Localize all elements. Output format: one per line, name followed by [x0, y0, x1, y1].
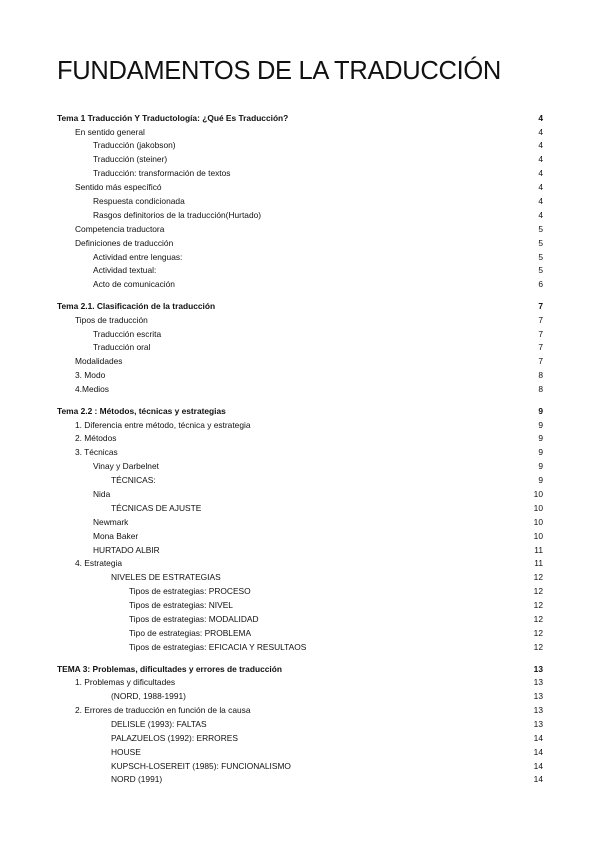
- toc-entry-label: Tipo de estrategias: PROBLEMA: [129, 627, 252, 638]
- toc-entry[interactable]: [57, 516, 543, 530]
- toc-entry-label: En sentido general: [75, 126, 145, 137]
- toc-entry-page-number: 9: [538, 433, 543, 444]
- toc-entry[interactable]: [57, 460, 543, 474]
- toc-entry[interactable]: [57, 126, 543, 140]
- toc-entry-label: KUPSCH-LOSEREIT (1985): FUNCIONALISMO: [111, 760, 291, 771]
- toc-entry[interactable]: [57, 139, 543, 153]
- toc-entry-page-number: 5: [538, 237, 543, 248]
- toc-entry-page-number: 14: [533, 760, 543, 771]
- toc-entry[interactable]: [57, 153, 543, 167]
- toc-entry[interactable]: [57, 223, 543, 237]
- toc-entry-label: Mona Baker: [93, 530, 139, 541]
- toc-entry[interactable]: [57, 773, 543, 787]
- toc-entry-label: 2. Métodos: [75, 433, 117, 444]
- toc-entry-page-number: 13: [533, 704, 543, 715]
- toc-entry-label: Tipos de estrategias: NIVEL: [129, 600, 233, 611]
- toc-entry-label: (NORD, 1988-1991): [111, 691, 186, 702]
- toc-entry-label: NORD (1991): [111, 774, 163, 785]
- toc-entry-label: NIVELES DE ESTRATEGIAS: [111, 572, 221, 583]
- toc-entry[interactable]: [57, 627, 543, 641]
- toc-entry[interactable]: [57, 641, 543, 655]
- toc-entry-page-number: 4: [538, 182, 543, 193]
- toc-entry[interactable]: [57, 676, 543, 690]
- toc-entry[interactable]: [57, 369, 543, 383]
- toc-entry[interactable]: [57, 195, 543, 209]
- toc-entry-label: Tipos de estrategias: EFICACIA Y RESULTAOS: [129, 641, 307, 652]
- toc-entry-label: PALAZUELOS (1992): ERRORES: [111, 732, 238, 743]
- toc-entry-page-number: 12: [533, 600, 543, 611]
- toc-entry-page-number: 4: [538, 113, 543, 123]
- toc-entry[interactable]: [57, 557, 543, 571]
- toc-section: [57, 111, 543, 292]
- toc-entry-page-number: 9: [538, 475, 543, 486]
- toc-entry[interactable]: [57, 704, 543, 718]
- toc-entry[interactable]: [57, 341, 543, 355]
- toc-entry-page-number: 5: [538, 265, 543, 276]
- toc-entry-page-number: 7: [538, 314, 543, 325]
- toc-entry-page-number: 9: [538, 447, 543, 458]
- toc-entry-label: Traducción oral: [93, 342, 151, 353]
- toc-entry-page-number: 12: [533, 627, 543, 638]
- toc-entry-page-number: 5: [538, 223, 543, 234]
- toc-entry-label: TÉCNICAS DE AJUSTE: [111, 502, 202, 513]
- toc-chapter-entry[interactable]: [57, 404, 543, 419]
- toc-entry-page-number: 4: [538, 209, 543, 220]
- toc-entry[interactable]: [57, 571, 543, 585]
- toc-entry-page-number: 10: [533, 516, 543, 527]
- toc-entry[interactable]: [57, 732, 543, 746]
- toc-entry[interactable]: [57, 328, 543, 342]
- toc-entry-label: Nida: [93, 488, 111, 499]
- toc-entry[interactable]: [57, 488, 543, 502]
- toc-entry-page-number: 12: [533, 586, 543, 597]
- toc-entry-label: Actividad entre lenguas:: [93, 251, 183, 262]
- toc-entry-page-number: 14: [533, 774, 543, 785]
- toc-entry[interactable]: [57, 718, 543, 732]
- toc-entry-label: 3. Técnicas: [75, 447, 118, 458]
- toc-entry-page-number: 12: [533, 572, 543, 583]
- toc-entry-page-number: 11: [534, 558, 543, 569]
- toc-chapter-entry[interactable]: [57, 111, 543, 126]
- toc-entry[interactable]: [57, 209, 543, 223]
- toc-entry-page-number: 4: [538, 140, 543, 151]
- toc-entry-page-number: 14: [533, 746, 543, 757]
- toc-entry-label: 3. Modo: [75, 370, 106, 381]
- toc-entry[interactable]: [57, 181, 543, 195]
- toc-entry-label: Tipos de estrategias: PROCESO: [129, 586, 251, 597]
- toc-entry-page-number: 4: [538, 126, 543, 137]
- toc-entry-label: Modalidades: [75, 356, 123, 367]
- toc-entry-page-number: 14: [533, 732, 543, 743]
- toc-entry[interactable]: [57, 419, 543, 433]
- toc-entry[interactable]: [57, 502, 543, 516]
- toc-entry-label: Tema 1 Traducción Y Traductología: ¿Qué Es Traducción?: [57, 113, 289, 123]
- toc-entry-label: Competencia traductora: [75, 223, 165, 234]
- toc-entry-page-number: 12: [533, 614, 543, 624]
- toc-entry-page-number: 10: [533, 488, 543, 499]
- toc-entry-page-number: 5: [538, 251, 543, 262]
- toc-entry-page-number: 9: [538, 406, 543, 417]
- toc-entry-label: Vinay y Darbelnet: [93, 461, 159, 472]
- toc-entry-label: HURTADO ALBIR: [93, 544, 160, 555]
- toc-entry-label: Respuesta condicionada: [93, 195, 185, 206]
- toc-entry-label: Rasgos definitorios de la traducción(Hurtado): [93, 209, 262, 220]
- toc-entry-label: Newmark: [93, 516, 129, 527]
- toc-entry[interactable]: [57, 251, 543, 265]
- toc-entry-page-number: 7: [538, 328, 543, 339]
- toc-entry-page-number: 10: [533, 502, 543, 513]
- toc-entry-page-number: 7: [538, 301, 543, 312]
- toc-entry[interactable]: [57, 613, 543, 627]
- toc-entry[interactable]: [57, 446, 543, 460]
- toc-entry[interactable]: [57, 585, 543, 599]
- toc-entry-label: 2. Errores de traducción en función de la causa: [75, 704, 251, 715]
- toc-entry-label: Traducción escrita: [93, 328, 162, 339]
- toc-entry[interactable]: [57, 530, 543, 544]
- toc-entry-page-number: 9: [538, 461, 543, 472]
- toc-entry[interactable]: [57, 544, 543, 558]
- toc-entry-label: Tipos de estrategias: MODALIDAD: [129, 614, 259, 624]
- page-title: FUNDAMENTOS DE LA TRADUCCIÓN: [57, 57, 502, 85]
- toc-entry-page-number: 13: [533, 691, 543, 702]
- toc-entry-page-number: 6: [538, 279, 543, 290]
- toc-entry[interactable]: [57, 383, 543, 397]
- toc-entry[interactable]: [57, 167, 543, 181]
- toc-entry-page-number: 4: [538, 154, 543, 165]
- toc-entry[interactable]: [57, 264, 543, 278]
- toc-section: [57, 662, 543, 788]
- toc-entry-label: HOUSE: [111, 746, 141, 757]
- toc-entry-page-number: 13: [533, 718, 543, 729]
- toc-entry-label: 1. Problemas y dificultades: [75, 677, 176, 688]
- toc-entry[interactable]: [57, 746, 543, 760]
- toc-entry[interactable]: [57, 599, 543, 613]
- toc-entry[interactable]: [57, 432, 543, 446]
- toc-entry[interactable]: [57, 237, 543, 251]
- toc-entry-page-number: 8: [538, 384, 543, 395]
- toc-entry-label: Traducción (steiner): [93, 154, 168, 165]
- toc-entry-label: TEMA 3: Problemas, dificultades y errores de traducción: [57, 663, 282, 674]
- toc-chapter-entry[interactable]: [57, 299, 543, 314]
- toc-entry-label: TÉCNICAS:: [111, 475, 156, 486]
- toc-entry-page-number: 10: [533, 530, 543, 541]
- toc-section: [57, 404, 543, 655]
- toc-entry-page-number: 13: [533, 677, 543, 688]
- toc-entry-label: Definiciones de traducción: [75, 237, 174, 248]
- toc-entry[interactable]: [57, 760, 543, 774]
- toc-entry-label: Acto de comunicación: [93, 279, 175, 290]
- toc-entry-label: Sentido más específicó: [75, 182, 162, 193]
- toc-entry[interactable]: [57, 278, 543, 292]
- toc-entry-label: Actividad textual:: [93, 265, 157, 276]
- toc-entry-page-number: 7: [538, 342, 543, 353]
- toc-entry-label: 4.Medios: [75, 384, 109, 395]
- toc-entry[interactable]: [57, 355, 543, 369]
- toc-entry[interactable]: [57, 314, 543, 328]
- toc-section: [57, 299, 543, 397]
- toc-entry-label: DELISLE (1993): FALTAS: [111, 718, 207, 729]
- toc-entry-page-number: 12: [533, 641, 543, 652]
- toc-entry[interactable]: [57, 690, 543, 704]
- toc-entry-label: 4. Estrategia: [75, 558, 123, 569]
- toc-entry-label: Tema 2.2 : Métodos, técnicas y estrategias: [57, 406, 226, 417]
- table-of-contents: [57, 111, 543, 794]
- toc-entry-page-number: 9: [538, 419, 543, 430]
- toc-entry-label: 1. Diferencia entre método, técnica y estrategia: [75, 419, 251, 430]
- toc-chapter-entry[interactable]: [57, 662, 543, 677]
- toc-entry-label: Tipos de traducción: [75, 314, 148, 325]
- toc-entry[interactable]: [57, 474, 543, 488]
- toc-entry-page-number: 8: [538, 370, 543, 381]
- toc-entry-page-number: 11: [534, 544, 543, 555]
- toc-entry-page-number: 13: [533, 663, 543, 674]
- toc-entry-page-number: 4: [538, 168, 543, 179]
- toc-entry-page-number: 7: [538, 356, 543, 367]
- toc-entry-label: Traducción (jakobson): [93, 140, 176, 151]
- toc-entry-page-number: 4: [538, 195, 543, 206]
- toc-entry-label: Tema 2.1. Clasificación de la traducción: [57, 301, 216, 312]
- toc-entry-label: Traducción: transformación de textos: [93, 168, 231, 179]
